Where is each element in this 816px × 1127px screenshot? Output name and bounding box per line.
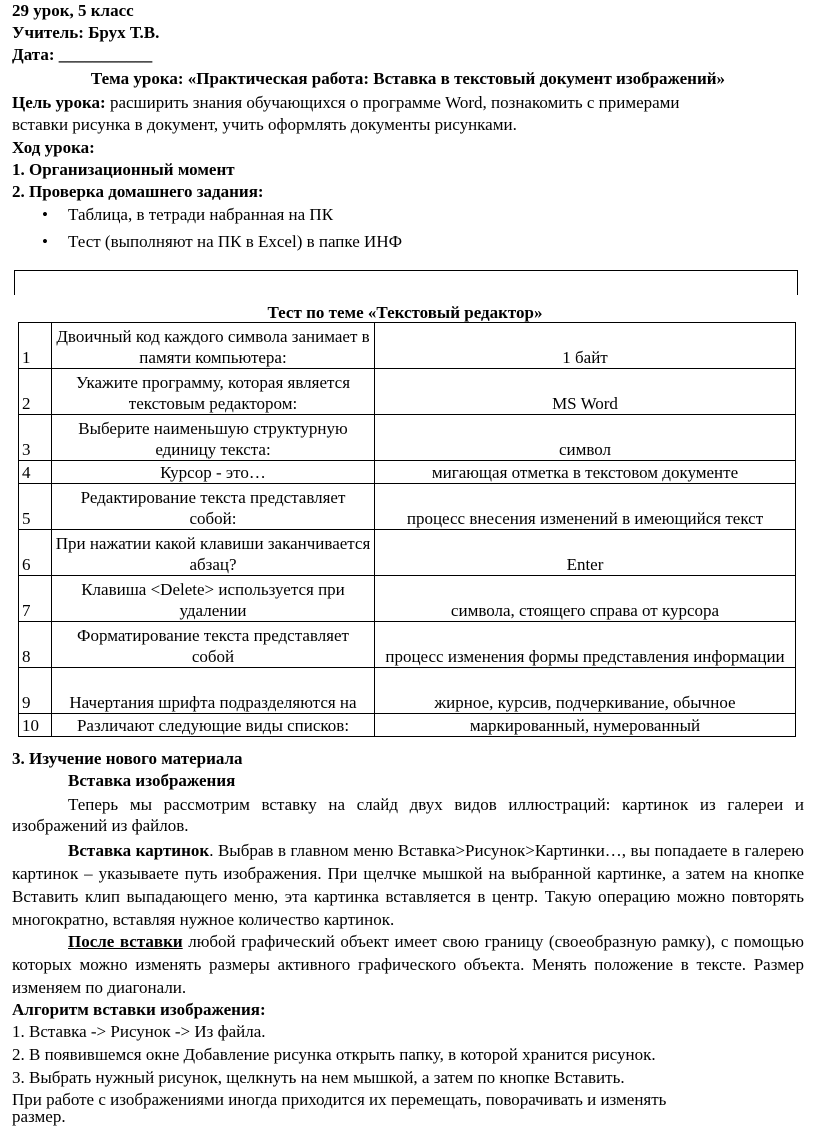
answer-text: символа, стоящего справа от курсора [375, 576, 796, 622]
answer-text: Enter [375, 530, 796, 576]
lesson-topic: Тема урока: «Практическая работа: Вставка в текстовый документ изображений» [90, 69, 726, 88]
table-row [19, 415, 796, 461]
bullet-text: Тест (выполняют на ПК в Excel) в папке ИНФ [68, 232, 403, 251]
section3-title: 3. Изучение нового материала [12, 749, 243, 768]
lesson-number: 29 урок, 5 класс [12, 1, 134, 20]
paragraph-clipart [12, 839, 804, 931]
table-row [19, 668, 796, 714]
course-step-1: 1. Организационный момент [12, 160, 235, 179]
answer-text: маркированный, нумерованный [375, 714, 796, 737]
list-item [0, 231, 816, 252]
lesson-date: Дата: ___________ [12, 45, 153, 64]
answer-text: процесс внесения изменений в имеющийся текст [375, 484, 796, 530]
bullet-text: Таблица, в тетради набранная на ПК [68, 205, 334, 224]
bullet-icon: • [42, 232, 48, 251]
algorithm-step: 3. Выбрать нужный рисунок, щелкнуть на нем мышкой, а затем по кнопке Вставить. [12, 1068, 625, 1087]
question-number: 1 [19, 323, 52, 369]
clipart-text: . Выбрав в главном меню Вставка>Рисунок>Картинки…, вы попадаете в галерею картинок – указываете путь изображения. При щелчке мышкой на выбранной картинке, а затем на кнопке Вставить клип выпадающего меню, эта картинка вставляется в центр. Такую операцию можно повторять многократно, вставляя нужное количество картинок. [12, 841, 804, 929]
after-insert-heading: После вставки [68, 932, 183, 951]
question-text: Клавиша <Delete> используется при удалении [52, 576, 375, 622]
question-text: Двоичный код каждого символа занимает в памяти компьютера: [52, 323, 375, 369]
clipart-heading: Вставка картинок [68, 841, 210, 860]
question-number: 3 [19, 415, 52, 461]
bullet-icon: • [42, 205, 48, 224]
test-title: Тест по теме «Текстовый редактор» [267, 303, 543, 322]
goal-text-2: вставки рисунка в документ, учить оформлять документы рисунками. [12, 115, 517, 134]
question-text: Начертания шрифта подразделяются на [52, 668, 375, 714]
after-insert-text: любой графический объект имеет свою границу (своеобразную рамку), с помощью которых можно изменять размеры активного графического объекта. Менять положение в тексте. Размер изменяем по диагонали. [12, 932, 804, 997]
table-row [19, 622, 796, 668]
question-text: Редактирование текста представляет собой: [52, 484, 375, 530]
teacher-name: Учитель: Брух Т.В. [12, 23, 160, 42]
question-text: Выберите наименьшую структурную единицу текста: [52, 415, 375, 461]
table-row [19, 714, 796, 737]
table-row [19, 576, 796, 622]
question-number: 7 [19, 576, 52, 622]
question-number: 4 [19, 461, 52, 484]
paragraph-after-insert [12, 930, 804, 999]
table-row [19, 530, 796, 576]
table-row [19, 323, 796, 369]
test-frame [14, 270, 798, 295]
lesson-goal [12, 92, 804, 113]
paragraph-intro: Теперь мы рассмотрим вставку на слайд двух видов иллюстраций: картинок из галереи и изображений из файлов. [12, 795, 804, 835]
goal-label: Цель урока: [12, 93, 106, 112]
algorithm-step: 2. В появившемся окне Добавление рисунка открыть папку, в которой хранится рисунок. [12, 1045, 656, 1064]
list-item [0, 204, 816, 225]
answer-text: мигающая отметка в текстовом документе [375, 461, 796, 484]
question-number: 10 [19, 714, 52, 737]
test-table [18, 322, 796, 737]
answer-text: процесс изменения формы представления информации [375, 622, 796, 668]
question-text: При нажатии какой клавиши заканчивается абзац? [52, 530, 375, 576]
algorithm-step: 1. Вставка -> Рисунок -> Из файла. [12, 1022, 266, 1041]
question-number: 8 [19, 622, 52, 668]
section3-subtitle: Вставка изображения [68, 771, 236, 790]
question-text: Различают следующие виды списков: [52, 714, 375, 737]
answer-text: символ [375, 415, 796, 461]
course-title: Ход урока: [12, 138, 95, 157]
table-row [19, 461, 796, 484]
goal-text-1: расширить знания обучающихся о программе Word, познакомить с примерами [105, 93, 680, 112]
question-text: Укажите программу, которая является текстовым редактором: [52, 369, 375, 415]
answer-text: MS Word [375, 369, 796, 415]
answer-text: 1 байт [375, 323, 796, 369]
closing-text-2: размер. [12, 1107, 66, 1126]
answer-text: жирное, курсив, подчеркивание, обычное [375, 668, 796, 714]
table-row [19, 369, 796, 415]
course-step-2: 2. Проверка домашнего задания: [12, 182, 264, 201]
question-number: 9 [19, 668, 52, 714]
closing-text-1: При работе с изображениями иногда приходится их перемещать, поворачивать и изменять [12, 1090, 667, 1109]
question-number: 6 [19, 530, 52, 576]
table-row [19, 484, 796, 530]
algorithm-title: Алгоритм вставки изображения: [12, 1000, 266, 1019]
question-number: 2 [19, 369, 52, 415]
question-text: Курсор - это… [52, 461, 375, 484]
question-number: 5 [19, 484, 52, 530]
question-text: Форматирование текста представляет собой [52, 622, 375, 668]
